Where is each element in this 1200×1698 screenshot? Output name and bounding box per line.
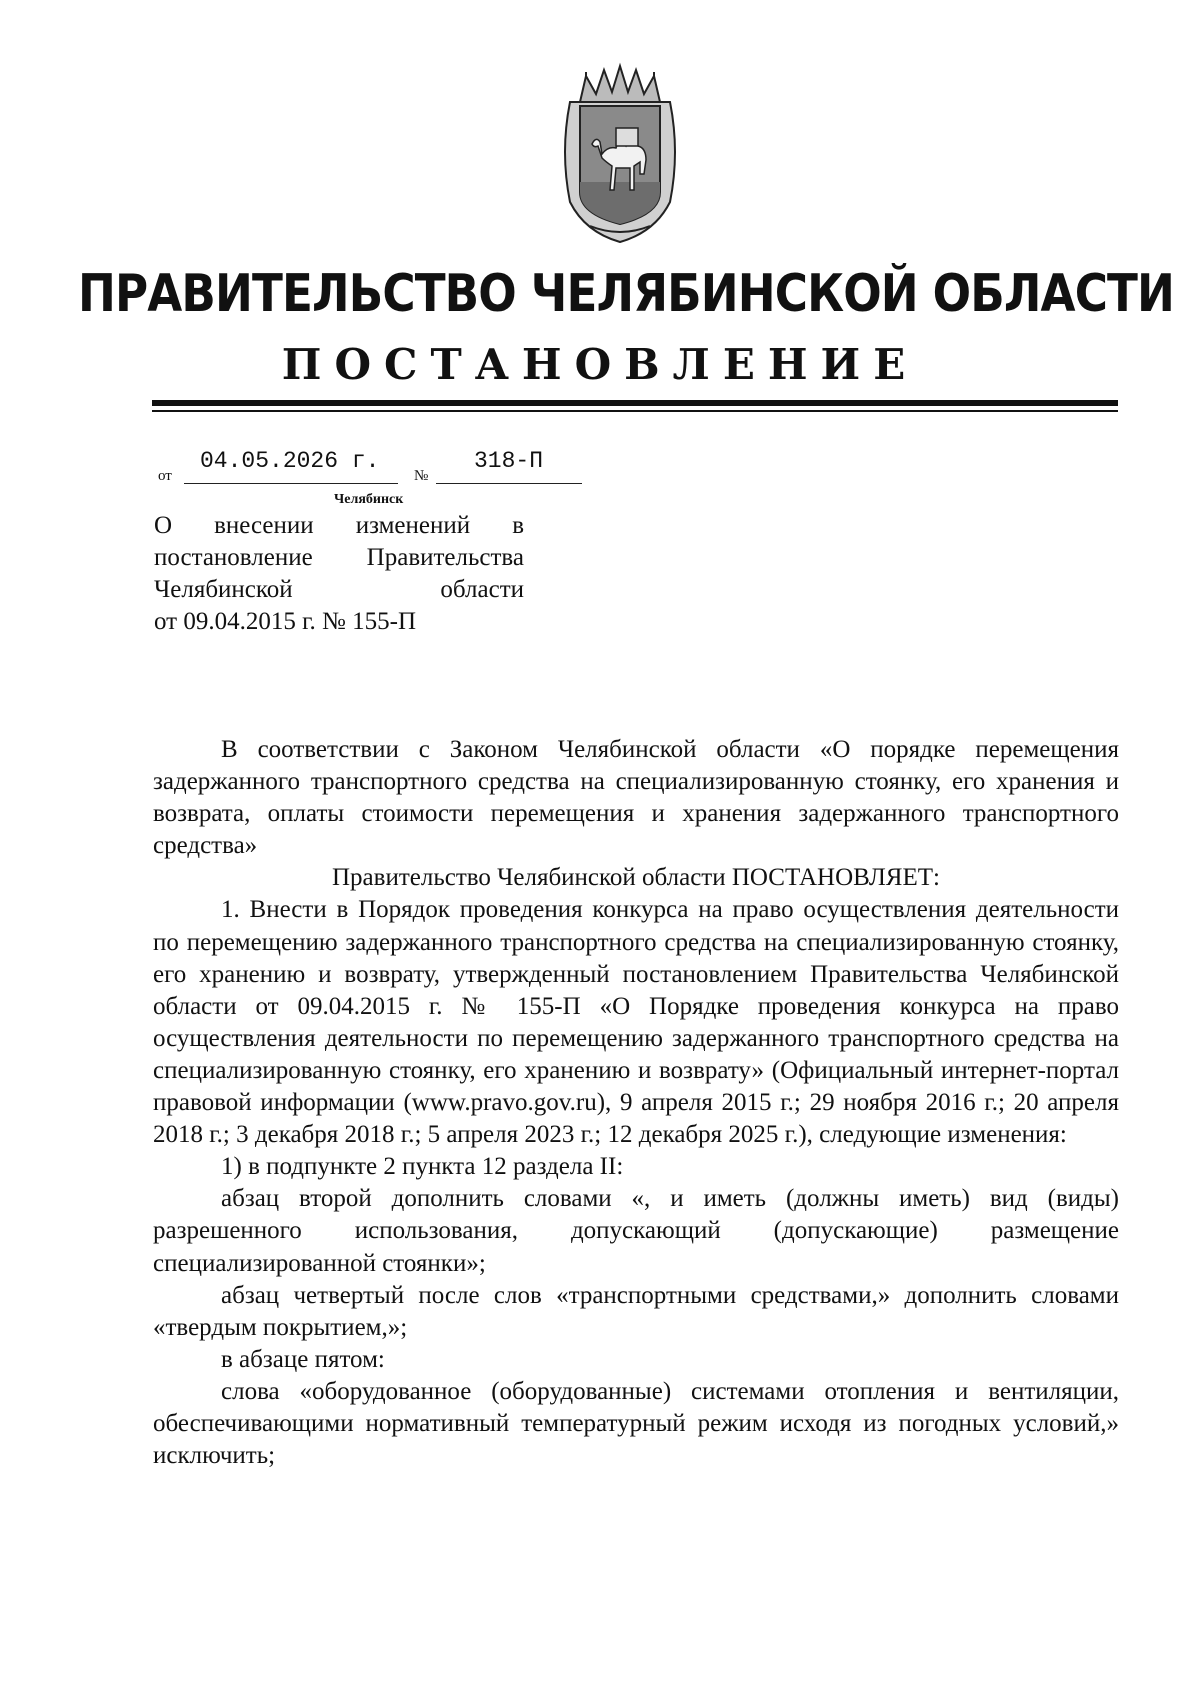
- document-body: [153, 734, 1119, 1472]
- body-paragraph: в абзаце пятом:: [221, 1345, 385, 1373]
- organization-title: ПРАВИТЕЛЬСТВО ЧЕЛЯБИНСКОЙ ОБЛАСТИ: [78, 264, 1175, 324]
- body-paragraph: слова «оборудованное (оборудованные) системами отопления и вентиляции, обеспечивающими нормативный температурный режим исходя из погодных условий,» исключить;: [153, 1377, 1119, 1470]
- subject-line: О внесении изменений в: [154, 512, 524, 539]
- number-label: №: [414, 468, 429, 484]
- document-subject: [154, 510, 524, 638]
- body-paragraph: 1) в подпункте 2 пункта 12 раздела II:: [221, 1153, 624, 1181]
- header-divider-thin: [152, 410, 1118, 412]
- header-divider-thick: [152, 400, 1118, 406]
- body-paragraph: абзац четвертый после слов «транспортными средствами,» дополнить словами «твердым покрытием,»;: [153, 1281, 1119, 1341]
- chelyabinsk-coat-of-arms-icon: [550, 62, 690, 246]
- date-label: от: [158, 468, 172, 484]
- number-underline: [436, 483, 582, 484]
- subject-line: Челябинской области: [154, 576, 524, 603]
- subject-line: от 09.04.2015 г. № 155-П: [154, 608, 417, 635]
- document-number: 318-П: [474, 448, 544, 474]
- document-date: 04.05.2026 г.: [200, 448, 380, 474]
- body-paragraph: 1. Внести в Порядок проведения конкурса на право осуществления деятельности по перемещению задержанного транспортного средства на специализированную стоянку, его хранению и возврату, утвержденный постановлением Правительства Челябинской области от 09.04.2015 г. № 155-П «О Порядке проведения конкурса на право осуществления деятельности по перемещению задержанного транспортного средства на специализированную стоянку, его хранению и возврату» (Официальный интернет-портал правовой информации (www.pravo.gov.ru), 9 апреля 2015 г.; 29 ноября 2016 г.; 20 апреля 2018 г.; 3 декабря 2018 г.; 5 апреля 2023 г.; 12 декабря 2025 г.), следующие изменения:: [153, 896, 1119, 1149]
- date-underline: [184, 483, 398, 484]
- body-paragraph: В соответствии с Законом Челябинской области «О порядке перемещения задержанного транспортного средства на специализированную стоянку, его хранения и возврата, оплаты стоимости перемещения и хранения задержанного транспортного средства»: [153, 736, 1119, 860]
- city-label: Челябинск: [334, 492, 404, 507]
- resolution-statement: Правительство Челябинской области ПОСТАНОВЛЯЕТ:: [332, 864, 940, 892]
- subject-line: постановление Правительства: [154, 544, 524, 571]
- body-paragraph: абзац второй дополнить словами «, и иметь (должны иметь) вид (виды) разрешенного использования, допускающий (допускающие) размещение специализированной стоянки»;: [153, 1185, 1119, 1277]
- document-type-heading: ПОСТАНОВЛЕНИЕ: [281, 340, 919, 389]
